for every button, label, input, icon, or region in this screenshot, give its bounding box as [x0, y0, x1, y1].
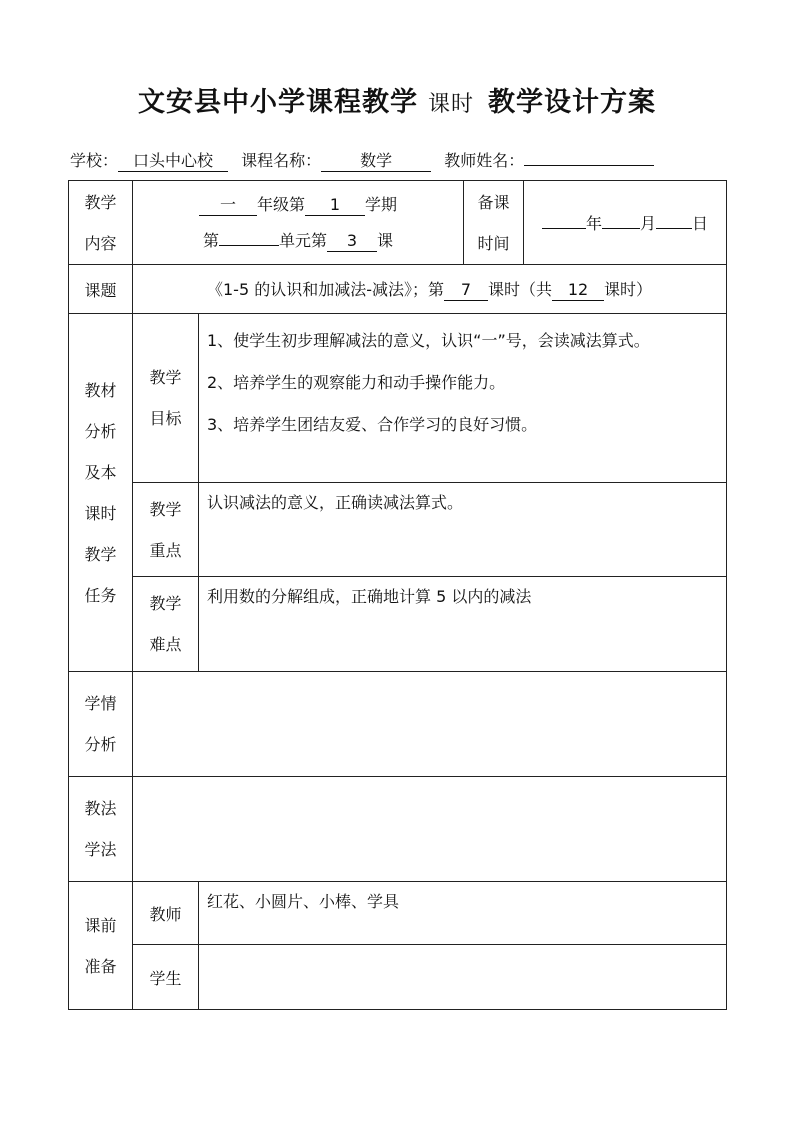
- methods-label: 教法学法: [69, 777, 133, 882]
- methods-row: [69, 777, 727, 882]
- prep-time-label: 备课时间: [464, 181, 524, 265]
- lesson-plan-table: [68, 180, 727, 1010]
- key-label: 教学重点: [133, 483, 199, 577]
- students-row: [69, 672, 727, 777]
- analysis-label: 教材分析及本课时教学任务: [69, 314, 133, 672]
- page-title: [0, 80, 794, 119]
- prep-day-field[interactable]: [656, 228, 692, 229]
- topic-label: 课题: [69, 265, 133, 314]
- title-tail: 教学设计方案: [488, 87, 656, 118]
- prep-student-label: 学生: [133, 945, 199, 1010]
- prep-teacher-cell: 红花、小圆片、小棒、学具: [199, 882, 727, 945]
- objectives-cell: [199, 314, 727, 483]
- course-field[interactable]: 数学: [321, 151, 431, 172]
- objective-item: 3、培养学生团结友爱、合作学习的良好习惯。: [207, 415, 538, 434]
- course-label: 课程名称：: [241, 151, 322, 170]
- prep-label: 课前准备: [69, 882, 133, 1010]
- school-field[interactable]: 口头中心校: [118, 151, 228, 172]
- content-row: [69, 181, 727, 265]
- topic-row: [69, 265, 727, 314]
- difficulty-cell: 利用数的分解组成，正确地计算 5 以内的减法: [199, 577, 727, 672]
- students-label: 学情分析: [69, 672, 133, 777]
- lesson-field[interactable]: 3: [327, 231, 377, 252]
- objective-item: 1、使学生初步理解减法的意义，认识“一”号，会读减法算式。: [207, 331, 650, 350]
- content-label: 教学内容: [69, 181, 133, 265]
- prep-teacher-row: [69, 882, 727, 945]
- title-sub: 课时: [427, 92, 474, 117]
- difficulty-label: 教学难点: [133, 577, 199, 672]
- key-row: [69, 483, 727, 577]
- topic-cell: 《1-5 的认识和加减法-减法》；第 7 课时（共 12 课时）: [133, 265, 727, 314]
- teacher-field[interactable]: [524, 165, 654, 166]
- prep-time-cell: 年 月 日: [524, 181, 727, 265]
- content-cell: 一 年级第 1 学期 第 单元第 3 课: [133, 181, 464, 265]
- teacher-label: 教师姓名：: [444, 151, 525, 170]
- objectives-row: [69, 314, 727, 483]
- school-label: 学校：: [70, 151, 119, 170]
- prep-year-field[interactable]: [542, 228, 586, 229]
- objectives-label: 教学目标: [133, 314, 199, 483]
- prep-student-row: [69, 945, 727, 1010]
- header-info: [70, 148, 730, 172]
- students-cell[interactable]: [133, 672, 727, 777]
- total-lesson-field[interactable]: 12: [552, 280, 604, 301]
- key-cell: 认识减法的意义，正确读减法算式。: [199, 483, 727, 577]
- grade-field[interactable]: 一: [199, 195, 257, 216]
- prep-month-field[interactable]: [602, 228, 640, 229]
- semester-field[interactable]: 1: [305, 195, 365, 216]
- objective-item: 2、培养学生的观察能力和动手操作能力。: [207, 373, 506, 392]
- methods-cell[interactable]: [133, 777, 727, 882]
- unit-field[interactable]: [219, 245, 279, 246]
- prep-student-cell[interactable]: [199, 945, 727, 1010]
- prep-teacher-label: 教师: [133, 882, 199, 945]
- current-lesson-field[interactable]: 7: [444, 280, 488, 301]
- difficulty-row: [69, 577, 727, 672]
- title-main: 文安县中小学课程教学: [137, 87, 418, 118]
